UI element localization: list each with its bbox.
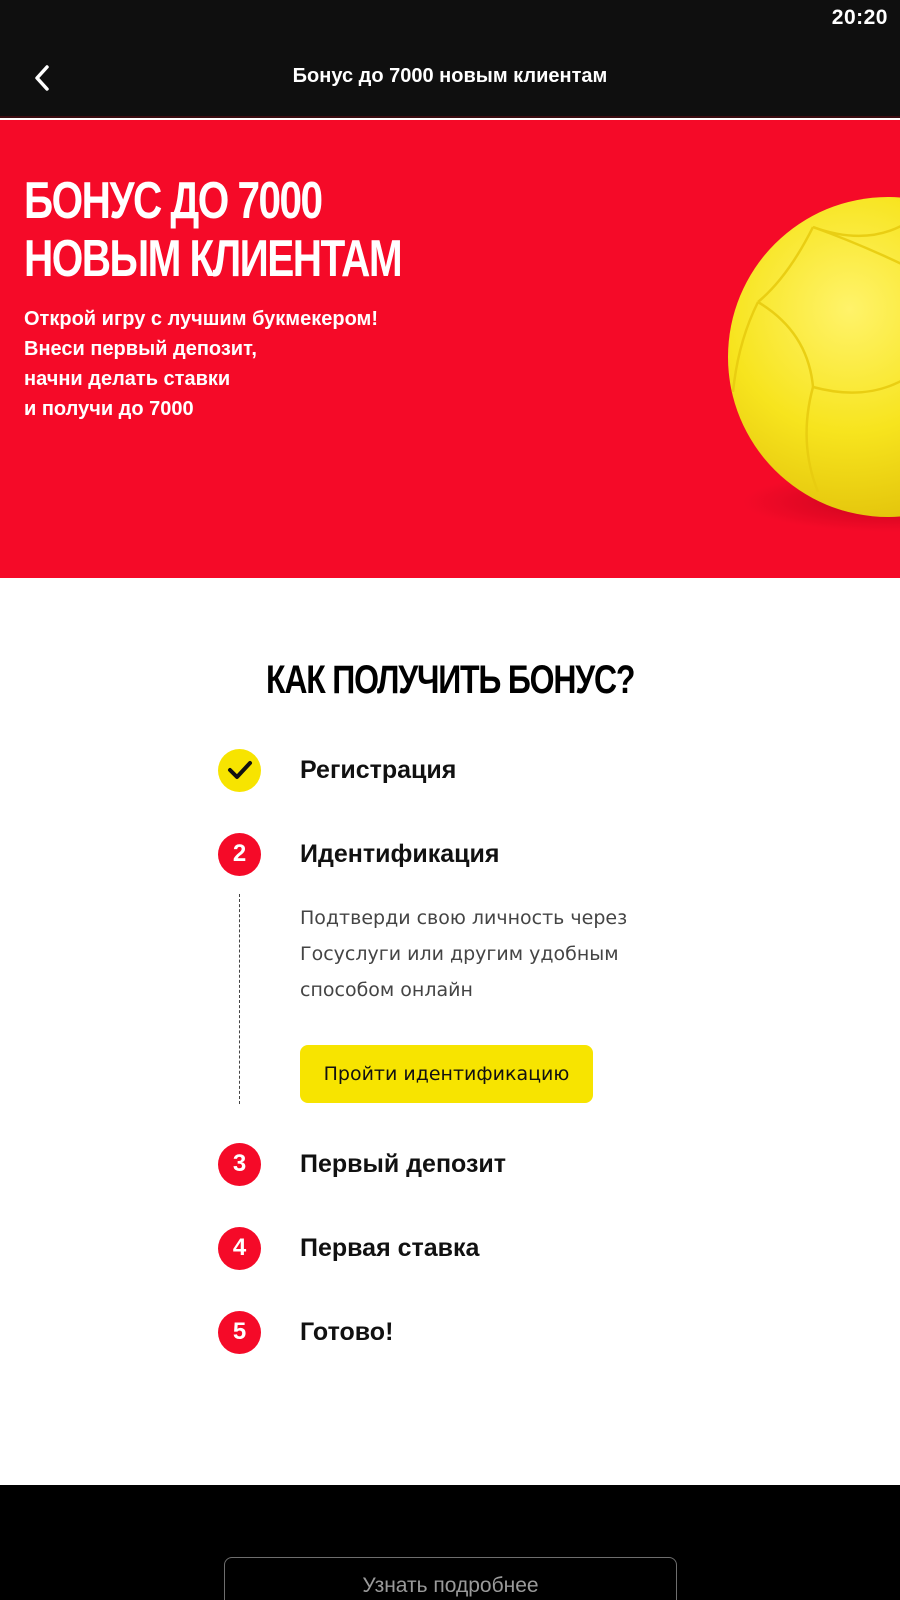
ball-image [718,192,900,532]
step-label: Первая ставка [300,1233,480,1262]
hero-text-line-4: и получи до 7000 [24,398,194,420]
identification-description [300,900,680,1008]
step-label: Первый депозит [300,1149,507,1178]
step-first-bet [218,1226,479,1270]
step-identification [218,832,499,876]
step-first-deposit [218,1142,506,1186]
status-bar [0,0,900,38]
status-time: 20:20 [831,6,888,29]
hero-title [24,172,401,288]
hero-title-line-2: НОВЫМ КЛИЕНТАМ [24,230,402,288]
step-number-badge: 4 [218,1227,261,1270]
step-label: Идентификация [300,839,500,868]
footer [0,1485,900,1600]
identification-description-line-1: Подтверди свою личность через [300,907,628,929]
hero-description [24,304,378,424]
step-done [218,1310,393,1354]
start-identification-button[interactable]: Пройти идентификацию [300,1045,593,1103]
hero-text-line-2: Внеси первый депозит, [24,338,257,360]
hero-text-line-1: Открой игру с лучшим букмекером! [24,308,378,330]
step-connector-line [239,894,240,1104]
step-label: Готово! [300,1317,394,1346]
hero-title-line-1: БОНУС ДО 7000 [24,172,322,230]
hero-text-line-3: начни делать ставки [24,368,231,390]
steps-section-title-text: КАК ПОЛУЧИТЬ БОНУС? [265,658,635,702]
step-number-badge: 3 [218,1143,261,1186]
page-title: Бонус до 7000 новым клиентам [292,65,608,87]
checkmark-icon [227,759,253,781]
hero-banner [0,120,900,578]
app-bar [0,38,900,118]
step-done-badge [218,749,261,792]
steps-section-title [0,658,900,703]
identification-description-line-3: способом онлайн [300,979,473,1001]
identification-description-line-2: Госуслуги или другим удобным [300,943,619,965]
learn-more-button[interactable]: Узнать подробнее [224,1557,677,1600]
step-number-badge: 2 [218,833,261,876]
step-label: Регистрация [300,755,457,784]
step-number-badge: 5 [218,1311,261,1354]
step-registration [218,748,456,792]
